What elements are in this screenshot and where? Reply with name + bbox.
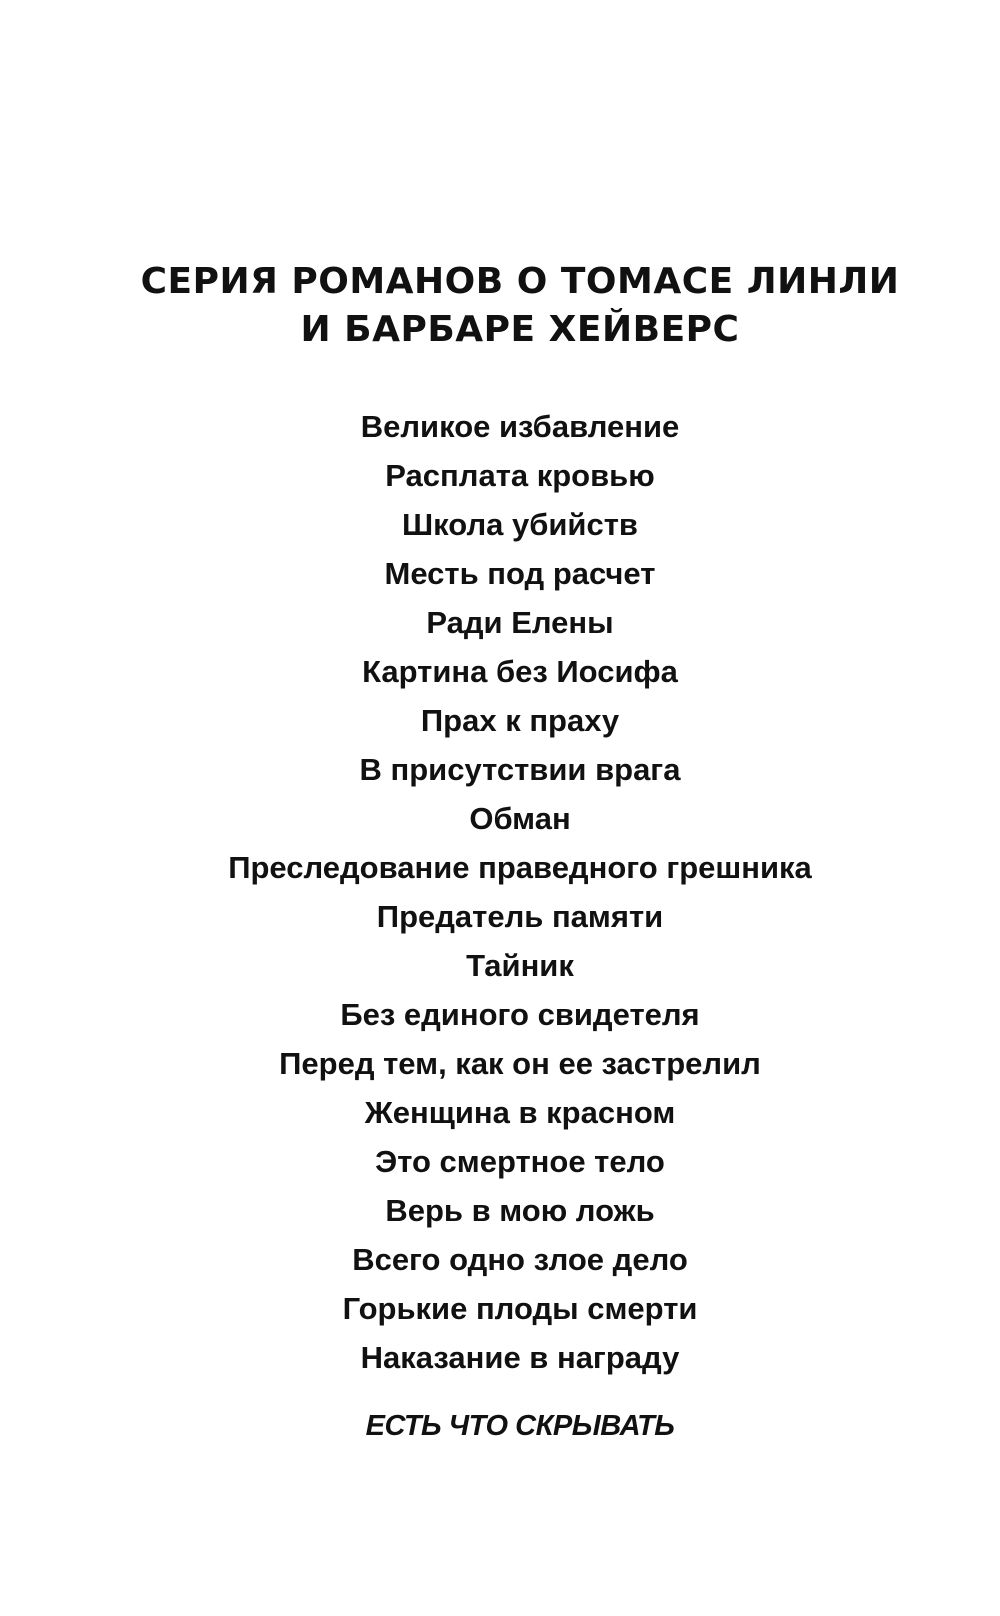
book-title: Ради Елены [426,605,614,640]
book-title: Расплата кровью [385,458,655,493]
book-title: Перед тем, как он ее застрелил [279,1046,761,1081]
book-title: Наказание в награду [360,1340,680,1375]
book-title: Женщина в красном [364,1095,676,1130]
book-title: Картина без Иосифа [362,654,678,689]
book-title: Верь в мою ложь [385,1193,655,1228]
book-title: Прах к праху [420,703,620,738]
book-title: Предатель памяти [376,899,664,934]
book-title-list [0,402,1000,1382]
book-title: Школа убийств [402,507,638,542]
book-title: Тайник [466,948,574,983]
book-title: В присутствии врага [359,752,681,787]
book-title: Без единого свидетеля [340,997,700,1032]
current-book-title: ЕСТЬ ЧТО СКРЫВАТЬ [365,1410,675,1442]
book-title: Горькие плоды смерти [342,1291,698,1326]
book-title: Всего одно злое дело [352,1242,688,1277]
series-heading [0,258,1000,354]
book-title: Великое избавление [360,409,680,444]
series-heading-line-1: СЕРИЯ РОМАНОВ О ТОМАСЕ ЛИНЛИ [140,261,900,302]
book-title: Преследование праведного грешника [228,850,812,885]
book-title: Обман [469,801,571,836]
book-title: Это смертное тело [375,1144,665,1179]
book-title: Месть под расчет [384,556,656,591]
series-heading-line-2: И БАРБАРЕ ХЕЙВЕРС [300,309,740,350]
